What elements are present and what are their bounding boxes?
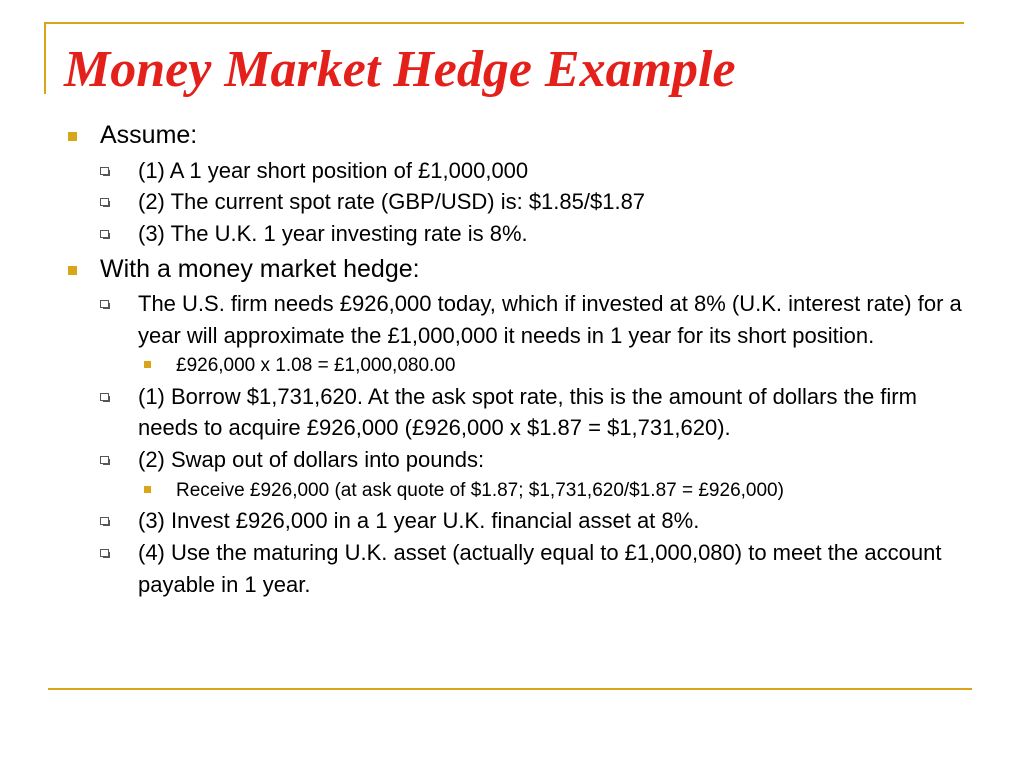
bullet-text: With a money market hedge: bbox=[100, 254, 420, 283]
square-bullet-icon bbox=[68, 132, 77, 141]
bullet-text: (2) The current spot rate (GBP/USD) is: $1.85/$1.87 bbox=[138, 189, 646, 215]
checkbox-bullet-icon bbox=[100, 393, 110, 402]
sub-sub-bullet-receive bbox=[64, 476, 964, 505]
bullet-text: (3) Invest £926,000 in a 1 year U.K. financial asset at 8%. bbox=[138, 508, 700, 534]
square-bullet-icon bbox=[144, 361, 151, 368]
square-bullet-icon bbox=[144, 486, 151, 493]
bottom-border-line bbox=[48, 688, 972, 690]
bullet-text: (2) Swap out of dollars into pounds: bbox=[138, 447, 485, 473]
bullet-text: (1) A 1 year short position of £1,000,000 bbox=[138, 157, 529, 183]
checkbox-bullet-icon bbox=[100, 517, 110, 526]
sub-bullet-swap bbox=[64, 444, 964, 476]
sub-bullet-invest bbox=[64, 505, 964, 537]
checkbox-bullet-icon bbox=[100, 549, 110, 558]
top-border-line bbox=[44, 22, 964, 24]
square-bullet-icon bbox=[68, 266, 77, 275]
checkbox-bullet-icon bbox=[100, 167, 110, 176]
bullet-text: (4) Use the maturing U.K. asset (actually equal to £1,000,080) to meet the account payable in 1 year. bbox=[138, 539, 942, 597]
sub-bullet-firm-needs bbox=[64, 288, 964, 351]
sub-bullet-short-position bbox=[64, 155, 964, 187]
slide-body bbox=[64, 120, 964, 600]
slide-title: Money Market Hedge Example bbox=[64, 41, 736, 98]
bullet-text: (1) Borrow $1,731,620. At the ask spot rate, this is the amount of dollars the firm needs to acquire £926,000 (£926,000 x $1.87 = $1,731,620). bbox=[138, 383, 917, 441]
bullet-text: £926,000 x 1.08 = £1,000,080.00 bbox=[176, 355, 456, 377]
left-border-line bbox=[44, 22, 46, 94]
bullet-assume bbox=[64, 120, 964, 151]
bullet-text: Receive £926,000 (at ask quote of $1.87; $1,731,620/$1.87 = £926,000) bbox=[176, 479, 784, 501]
checkbox-bullet-icon bbox=[100, 230, 110, 239]
bullet-text: (3) The U.K. 1 year investing rate is 8%. bbox=[138, 220, 528, 246]
sub-bullet-borrow bbox=[64, 381, 964, 444]
sub-sub-bullet-calculation bbox=[64, 351, 964, 380]
sub-bullet-use-asset bbox=[64, 537, 964, 600]
checkbox-bullet-icon bbox=[100, 300, 110, 309]
checkbox-bullet-icon bbox=[100, 198, 110, 207]
sub-bullet-spot-rate bbox=[64, 186, 964, 218]
sub-bullet-investing-rate bbox=[64, 218, 964, 250]
bullet-money-market-hedge bbox=[64, 254, 964, 285]
bullet-text: The U.S. firm needs £926,000 today, which if invested at 8% (U.K. interest rate) for a year will approximate the £1,000,000 it needs in 1 year for its short position. bbox=[138, 291, 962, 348]
checkbox-bullet-icon bbox=[100, 456, 110, 465]
bullet-text: Assume: bbox=[100, 121, 198, 149]
